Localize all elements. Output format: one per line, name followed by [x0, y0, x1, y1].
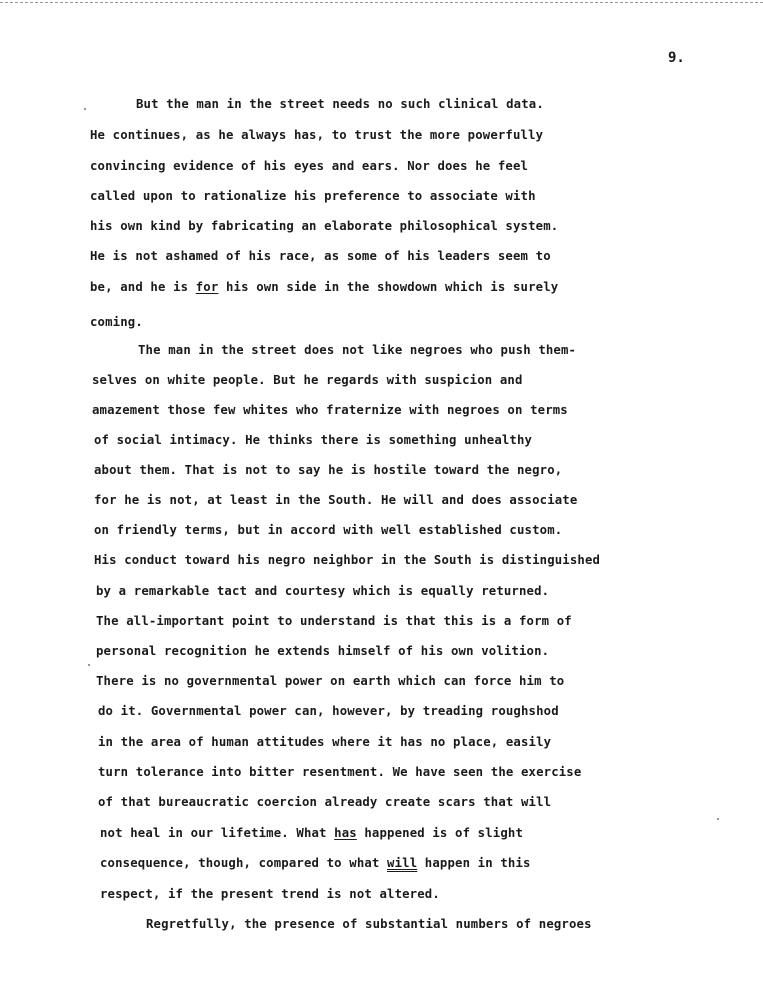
text-line: He is not ashamed of his race, as some of his leaders seem to [90, 249, 551, 263]
text-line: his own kind by fabricating an elaborate philosophical system. [90, 219, 559, 233]
text-line: do it. Governmental power can, however, by treading roughshod [98, 704, 559, 718]
text-line: about them. That is not to say he is hostile toward the negro, [94, 463, 563, 477]
scan-speck [84, 108, 86, 110]
text-line: called upon to rationalize his preference to associate with [90, 189, 536, 203]
text-line: The all-important point to understand is that this is a form of [96, 614, 572, 628]
text-line: turn tolerance into bitter resentment. We have seen the exercise [98, 765, 582, 779]
text-line: There is no governmental power on earth which can force him to [96, 674, 565, 688]
text-line [100, 825, 523, 841]
underlined-word: will [387, 856, 418, 870]
underlined-word: for [195, 280, 219, 294]
text-segment: not heal in our lifetime. What [100, 826, 335, 840]
text-line: selves on white people. But he regards with suspicion and [92, 373, 523, 387]
page-number: 9. [668, 50, 685, 66]
text-line: of that bureaucratic coercion already create scars that will [98, 795, 552, 809]
text-line: coming. [90, 315, 143, 329]
page-top-edge [0, 2, 763, 3]
text-line: He continues, as he always has, to trust the more powerfully [90, 128, 544, 142]
text-line: respect, if the present trend is not altered. [100, 887, 440, 901]
text-line: Regretfully, the presence of substantial numbers of negroes [146, 917, 592, 931]
text-line: on friendly terms, but in accord with well established custom. [94, 523, 563, 537]
text-segment: happened is of slight [356, 826, 524, 840]
text-line: for he is not, at least in the South. He will and does associate [94, 493, 578, 507]
text-line: His conduct toward his negro neighbor in the South is distinguished [94, 553, 601, 567]
scan-speck [717, 818, 719, 820]
text-segment: happen in this [417, 856, 531, 870]
text-line: in the area of human attitudes where it has no place, easily [98, 735, 552, 749]
text-line: amazement those few whites who fraternize with negroes on terms [92, 403, 568, 417]
text-line [100, 855, 531, 871]
text-line: personal recognition he extends himself of his own volition. [96, 644, 550, 658]
text-line [90, 279, 558, 295]
text-segment: consequence, though, compared to what [100, 856, 388, 870]
text-line: convincing evidence of his eyes and ears. Nor does he feel [90, 159, 529, 173]
text-line: But the man in the street needs no such clinical data. [136, 97, 544, 111]
text-segment: his own side in the showdown which is surely [218, 280, 559, 294]
text-line: The man in the street does not like negroes who push them- [138, 343, 577, 357]
scan-speck [88, 664, 90, 666]
text-line: of social intimacy. He thinks there is something unhealthy [94, 433, 533, 447]
text-line: by a remarkable tact and courtesy which is equally returned. [96, 584, 550, 598]
underlined-word: has [334, 826, 357, 840]
text-segment: be, and he is [90, 280, 196, 294]
